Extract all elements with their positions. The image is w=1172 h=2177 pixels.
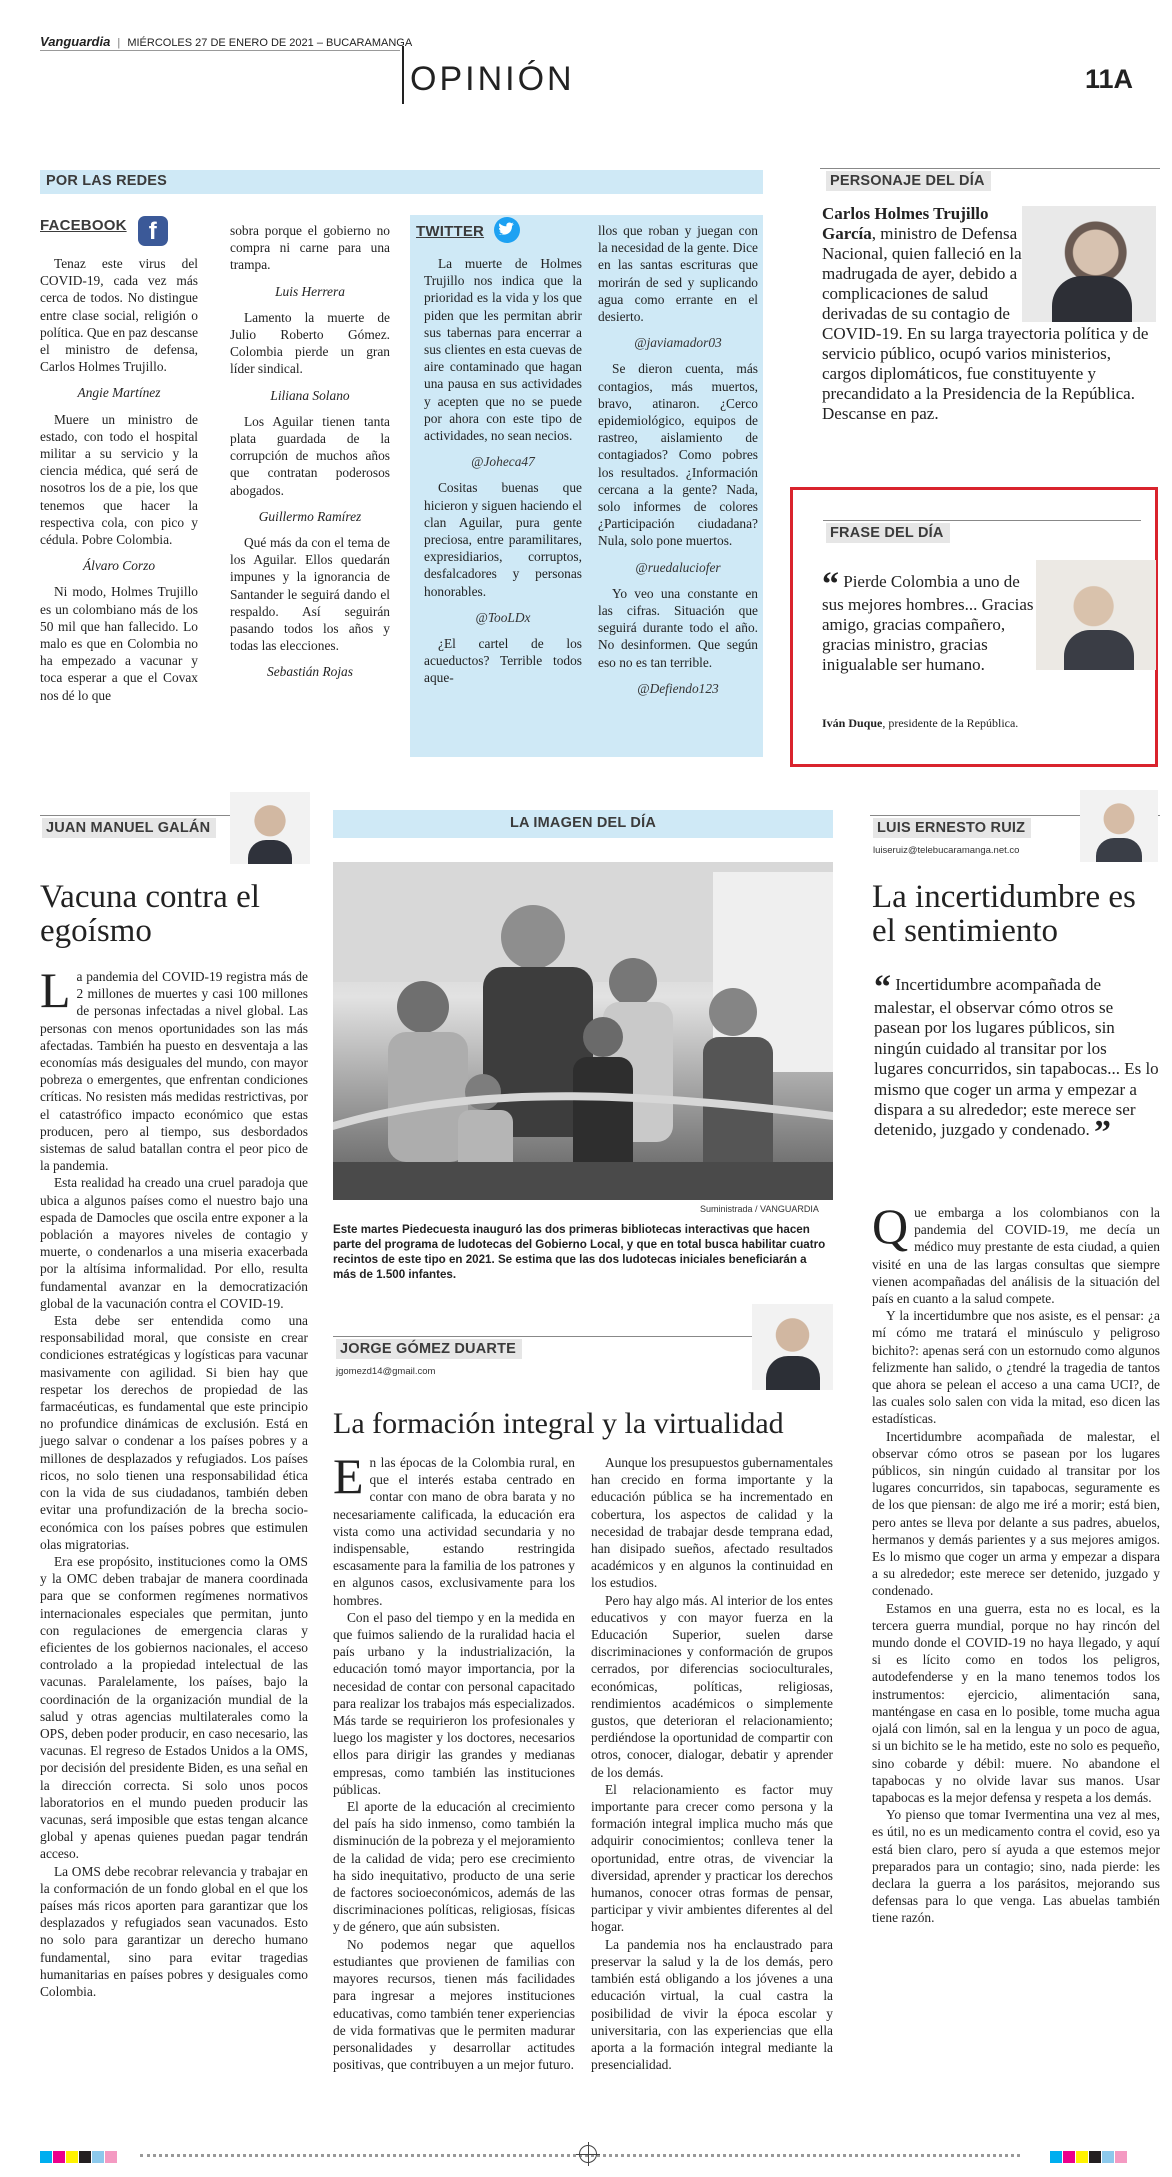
article-paragraph	[591, 1454, 833, 1592]
gomez-headline: La formación integral y la virtualidad	[333, 1407, 784, 1440]
personaje-name: Carlos Holmes Trujillo García	[822, 204, 989, 243]
section-divider	[402, 46, 404, 104]
post-text: Los Aguilar tienen tanta plata guardada de la corrupción de muchos años que contratan poderosos abogados.	[230, 413, 390, 498]
post-text: Se dieron cuenta, más contagios, más muertos, bravo, atinaron. ¿Cerco epidemiológico, equipos de rastreo, aislamiento de contagiados? Como pobres los resultados. ¿Información cercana a la gente? Nada, solo informes de colores ¿Participación ciudadana? Nula, solo pone muertos.	[598, 361, 758, 549]
redes-title: POR LAS REDES	[46, 173, 168, 189]
article-paragraph	[333, 1609, 575, 1798]
paragraph-text: Pero hay algo más. Al interior de los entes educativos y con mayor fuerza en la Educación Superior, suelen darse discriminaciones y conformación de grupos cerrados, por diferencias socioculturales, económicas, políticas, religiosas, rendimientos académicos o simplemente gustos, que deterioran el relacionamiento; perdiéndose la oportunidad de compartir con otros, conocer, dialogar, debatir y aprender de los demás.	[591, 1592, 833, 1780]
paragraph-text: Yo pienso que tomar Ivermentina una vez al mes, es útil, no es un medicamento contra el covid, eso ya está bien claro, pero sí ayuda a que estemos mejor preparados para un contagio; sino, nada pierde: les declara la guerra a los parásitos, mejorando sus defensas para lo que venga. Las abuelas también tiene razón.	[872, 1807, 1160, 1926]
dateline: MIÉRCOLES 27 DE ENERO DE 2021 – BUCARAMANGA	[127, 37, 413, 49]
article-paragraph	[591, 1592, 833, 1781]
gomez-photo	[752, 1304, 833, 1390]
paragraph-text: Esta debe ser entendida como una responsabilidad moral, que consiste en crear condiciones estratégicas y logísticas para vacunar masivamente con agilidad. Si bien hay que respetar los derechos de propiedad de las farmacéuticas, es fundamental que este principio no profundice dinámicas de exclusión. Está en juego salvar o condenar a los países pobres y a millones de desplazados y refugiados. Los países ricos, no solo tienen una responsabilidad ética con la vida de sus ciudadanos, también deben evitar una profundización de la brecha socio-económica con los países pobres que estimulen olas migratorias.	[40, 1313, 308, 1552]
header-rule	[40, 50, 400, 51]
imagen-header-bar	[333, 810, 833, 838]
personaje-rule	[820, 168, 1160, 169]
paragraph-text: Esta realidad ha creado una cruel paradoja que ubica a algunos países como el nuestro bajo una espada de Damocles que oscila entre exponer a la población a mayores niveles de contagio y muerte, o condenarlos a una miseria exacerbada por la altísima informalidad. Por ello, resulta fundamental avanzar en la democratización global de la vacunación contra el COVID-19.	[40, 1175, 308, 1311]
facebook-column-2	[230, 222, 390, 690]
article-paragraph	[40, 1312, 308, 1553]
galan-headline: Vacuna contra el egoísmo	[40, 879, 260, 949]
page-number: 11A	[1085, 64, 1134, 94]
paragraph-text: Y la incertidumbre que nos asiste, es el pensar: ¿a mí cómo me tratará el minúsculo y peligroso bichito?: apenas será con un estornudo como algunos felizmente han salido, o ¿tendré la tragedia de tantos que ahora se pelean el acceso a una cama UCI?, de las cuales solo salen con vida la mitad, eso dicen las estadísticas.	[872, 1308, 1160, 1427]
article-paragraph	[40, 1553, 308, 1863]
gomez-author: JORGE GÓMEZ DUARTE	[336, 1339, 522, 1359]
news-photo	[333, 862, 833, 1200]
imagen-title: LA IMAGEN DEL DÍA	[510, 815, 656, 831]
facebook-icon: f	[138, 216, 168, 246]
section-title: OPINIÓN	[410, 60, 575, 98]
twitter-icon	[494, 217, 520, 243]
drop-cap: Q	[872, 1198, 909, 1254]
gomez-body	[333, 1448, 833, 2104]
article-paragraph	[872, 1428, 1160, 1600]
facebook-label: FACEBOOK	[40, 217, 127, 234]
post-handle: @TooLDx	[475, 609, 531, 625]
paragraph-text: Con el paso del tiempo y en la medida en que fuimos saliendo de la ruralidad hacia el país urbano y la industrialización, la educación tomó mayor importancia, por la necesidad de contar con personal capacitado para realizar los trabajos más especializados. Más tarde se requirieron los profesionales y luego los magister y los doctores, necesarios ellos para dirigir las grandes y medianas empresas, como también las instituciones públicas.	[333, 1609, 575, 1797]
post-handle: @Defiendo123	[637, 680, 719, 696]
frase-title: FRASE DEL DÍA	[826, 523, 950, 543]
post-text: Lamento la muerte de Julio Roberto Gómez. Colombia pierde un gran líder sindical.	[230, 309, 390, 377]
ruiz-headline: La incertidumbre es el sentimiento	[872, 879, 1136, 949]
ruiz-pullquote	[874, 969, 1160, 1152]
article-paragraph	[40, 1174, 308, 1312]
paragraph-text: La pandemia nos ha enclaustrado para preservar la salud y la de los demás, pero también está obligando a los jóvenes a una educación virtual, la cual castra la posibilidad de vivir la época escolar y universitaria, con las experiencias que ella aporta a la formación integral mediante la presencialidad.	[591, 1936, 833, 2073]
paragraph-text: El relacionamiento es factor muy importante para crecer como persona y la formación integral implica mucho más que adquirir conocimientos; conlleva tener la oportunidad, entre otras, de vivenciar la diversidad, aprender y practicar los derechos humanos, conocer otras formas de pensar, participar y vivir ambientes diferentes al del hogar.	[591, 1781, 833, 1935]
ruiz-body	[872, 1198, 1160, 1927]
ruiz-email: luiseruiz@telebucaramanga.net.co	[873, 845, 1020, 856]
paragraph-text: Estamos en una guerra, esta no es local, es la tercera guerra mundial, porque no hay rincón del mundo donde el COVID-19 no haya llegado, y aquí si es lícito como en todos los peligros, autodefenderse y en la mano tenemos todos los instrumentos: ejercicio, alimentación sana, manténgase en casa en lo posible, tome mucha agua ojalá con limón, sal en la lengua y un poco de agua, si un bichito se le ha metido, este no solo es pequeño, sino cobarde y débil: muere. No abandone el tapabocas y no olvide lavar sus manos. Usar tapabocas es la mejor defensa y respeta a los demás.	[872, 1600, 1160, 1805]
close-quote-icon: ”	[1094, 1114, 1111, 1152]
post-text: sobra porque el gobierno no compra ni carne para una trampa.	[230, 223, 390, 273]
article-paragraph	[40, 962, 308, 1174]
frase-photo	[1036, 560, 1156, 670]
paragraph-text: El aporte de la educación al crecimiento del país ha sido inmenso, como también la disminución de la pobreza y el mejoramiento de la calidad de vida; pero ese crecimiento ha sido inequitativo, producto de una serie de factores socioeconómicos, además de las discriminaciones políticas, religiosas, físicas y de género, que aún subsisten.	[333, 1799, 575, 1935]
article-paragraph	[872, 1198, 1160, 1307]
twitter-column-1	[424, 255, 582, 687]
post-text: llos que roban y juegan con la necesidad de la gente. Dice en las santas escrituras que morirán de sed y suplicando agua como errante en el desierto.	[598, 223, 758, 325]
news-photo-scene	[333, 862, 833, 1200]
paragraph-text: No podemos negar que aquellos estudiantes que provienen de familias con mayores recursos, tienen más facilidades para ingresar a mejores instituciones educativas, como también tener experiencias de vida formativas que le permiten madurar personalidades y desarrollar actitudes positivas, que contribuyen a un mejor futuro.	[333, 1936, 575, 2073]
post-handle: @ruedaluciofer	[635, 559, 721, 575]
post-text: La muerte de Holmes Trujillo nos indica que la prioridad es la vida y los que piden que les permitan abrir sus tabernas para encerrar a sus clientes en esta cuevas de aire contaminado que hagan una pausa en sus actividades y acepten que no se puede por ahora con este tipo de actividades, no sean necios.	[424, 256, 582, 444]
registration-mark-icon	[579, 2145, 597, 2163]
color-registration-right	[1050, 2148, 1128, 2167]
post-text: ¿El cartel de los acueductos? Terrible todos aque-	[424, 636, 582, 686]
post-handle: @javiamador03	[634, 335, 722, 351]
paragraph-text: n las épocas de la Colombia rural, en que el interés estaba centrado en contar con mano de obra barata y no necesariamente calificada, la educación era vista como una actividad secundaria y no indispensable, estando restringida escasamente para la familia de los patrones y en algunos casos, exclusivamente para los hombres.	[333, 1455, 575, 1608]
open-quote-icon: “	[874, 969, 891, 1006]
facebook-label-row	[40, 215, 216, 246]
post-text: Ni modo, Holmes Trujillo es un colombiano más de los 50 mil que han fallecido. Lo malo es que en Colombia no ha empezado a vacunar y toca esperar a que el Covax nos dé lo que	[40, 584, 198, 703]
article-paragraph	[872, 1307, 1160, 1427]
personaje-title: PERSONAJE DEL DÍA	[826, 171, 991, 191]
masthead: Vanguardia | MIÉRCOLES 27 DE ENERO DE 2021 – BUCARAMANGA	[40, 34, 413, 49]
frase-author-line	[822, 716, 1018, 731]
paragraph-text: ue embarga a los colombianos con la pandemia del COVID-19, me decía un médico muy prestante de esta ciudad, a quien visité en una de las largas consultas que siempre vienen acompañadas del análisis de la situación del país en cuanto a la salud compete.	[872, 1205, 1160, 1307]
paragraph-text: Aunque los presupuestos gubernamentales han crecido en forma importante y la educación pública se ha incrementado en cobertura, los aspectos de calidad y la necesidad de trabajar desde temprana edad, han disipado sueños, afectado resultados académicos y en algunos la continuidad en los estudios.	[591, 1455, 833, 1591]
post-handle: @Joheca47	[471, 454, 535, 470]
ruiz-pullquote-text: Incertidumbre acompañada de malestar, el observar cómo otros se pasean por los lugares públicos, sin ningún cuidado al transitar por los lugares concurridos, sin tapabocas... Es lo mismo que coger un arma y empezar a dispara a su alrededor; este merece ser detenido, juzgado y condenado.	[874, 975, 1159, 1140]
ruiz-photo	[1080, 790, 1158, 862]
photo-caption: Este martes Piedecuesta inauguró las dos primeras bibliotecas interactivas que hacen parte del programa de ludotecas del Gobierno Local, y que en total busca habilitar cuatro recintos de este tipo en 2021. Se estima que las dos ludotecas iniciales beneficiarán a más de 1.500 infantes.	[333, 1223, 826, 1281]
personaje-body: , ministro de Defensa Nacional, quien falleció en la madrugada de ayer, debido a complicaciones de salud derivadas de su contagio de COVID-19. En su larga trayectoria política y de servicio público, ocupó varios ministerios, cargos diplomáticos, fue constituyente y precandidato a la Presidencia de la República. Descanse en paz.	[822, 224, 1149, 423]
paragraph-text: a pandemia del COVID-19 registra más de 2 millones de muertes y casi 100 millones de personas infectadas a nivel global. Las personas con menos oportunidades son las más afectadas. También ha puesto en desventaja a las economías más desiguales del mundo, con mayor pobreza o emergentes, que enfrentan condiciones críticas. No resisten más medidas restrictivas, por el catastrófico impacto económico que estas producen, pero al tiempo, sus desbordados sistemas de salud batallan contra el peor pico de la pandemia.	[40, 969, 308, 1174]
paragraph-text: Era ese propósito, instituciones como la OMS y la OMC deben trabajar de manera coordinada para que se conformen regímenes normativos internacionales especiales que permitan, junto con regulaciones de emergencia claras y eficientes de los gobiernos nacionales, el acceso controlado a la propiedad intelectual de las vacunas. Paralelamente, los países, bajo la coordinación de la organización mundial de la salud y otras agencias multilaterales como la OPS, deben poder producir, en caso necesario, las vacunas. El regreso de Estados Unidos a la OMS, por decisión del presidente Biden, es una señal en la dirección correcta. Si solo unos pocos laboratorios en el mundo pueden producir las vacunas, será imposible que estas tengan alcance global y apenas quienes puedan pagar tendrán acceso.	[40, 1553, 308, 1862]
article-paragraph	[872, 1600, 1160, 1806]
frase-rule	[823, 520, 1141, 521]
article-paragraph	[591, 1936, 833, 2074]
photo-credit: Suministrada / VANGUARDIA	[700, 1204, 819, 1214]
article-paragraph	[591, 1781, 833, 1936]
article-paragraph	[333, 1448, 575, 1609]
post-author: Guillermo Ramírez	[258, 508, 362, 524]
twitter-label-row	[416, 217, 520, 243]
frase-quote	[822, 566, 1036, 675]
paragraph-text: La OMS debe recobrar relevancia y trabajar en la conformación de un fondo global en el que los países más ricos aporten para garantizar que los desplazados y refugiados sean vacunados. Esto no solo para garantizar un derecho humano fundamental, sino para evitar tragedias humanitarias en países pobres y desiguales como Colombia.	[40, 1863, 308, 1999]
gomez-email: jgomezd14@gmail.com	[336, 1366, 436, 1377]
drop-cap: E	[333, 1448, 364, 1504]
post-text: Yo veo una constante en las cifras. Situación que seguirá durante todo el año. No desinformen. Que según eso no es tan terrible.	[598, 585, 758, 670]
drop-cap: L	[40, 962, 71, 1018]
post-author: Luis Herrera	[275, 283, 345, 299]
post-author: Angie Martínez	[77, 385, 161, 401]
color-registration-left	[40, 2148, 118, 2167]
post-text: Muere un ministro de estado, con todo el hospital militar a su servicio y la ciencia médica, qué será de nosotros los de a pie, los que tenemos que hacer la respectiva cola, con pico y cédula. Pobre Colombia.	[40, 411, 198, 548]
post-text: Cositas buenas que hicieron y siguen haciendo el clan Aguilar, pura gente preciosa, entre paramilitares, expresidiarios, corruptos, desfalcadores y personas honorables.	[424, 480, 582, 599]
galan-author: JUAN MANUEL GALÁN	[42, 818, 216, 838]
open-quote-icon: “	[822, 566, 839, 603]
article-paragraph	[333, 1798, 575, 1936]
post-author: Álvaro Corzo	[82, 558, 156, 574]
frase-author: Iván Duque	[822, 716, 883, 730]
galan-photo	[230, 792, 310, 864]
facebook-column-1	[40, 255, 198, 704]
twitter-label: TWITTER	[416, 223, 485, 240]
post-text: Qué más da con el tema de los Aguilar. Ellos quedarán impunes y la ignorancia de Santander le seguirá dando el respaldo. Así seguirán pasando todos los años y todas las elecciones.	[230, 535, 390, 654]
post-author: Sebastián Rojas	[267, 664, 353, 680]
ruiz-author: LUIS ERNESTO RUIZ	[873, 818, 1031, 838]
post-text: Tenaz este virus del COVID-19, cada vez más cerca de todos. No distingue entre clase social, religión o política. Que en paz descanse el ministro de defensa, Carlos Holmes Trujillo.	[40, 256, 199, 375]
article-paragraph	[872, 1806, 1160, 1926]
galan-body	[40, 962, 308, 2000]
article-paragraph	[333, 1936, 575, 2074]
frase-quote-text: Pierde Colombia a uno de sus mejores hombres... Gracias amigo, gracias compañero, gracias ministro, gracias inigualable ser humano.	[822, 572, 1034, 674]
post-author: Liliana Solano	[270, 387, 350, 403]
twitter-column-2	[598, 222, 758, 706]
article-paragraph	[40, 1863, 308, 2001]
personaje-text	[822, 204, 1158, 424]
redes-header-bar	[40, 170, 763, 194]
frase-author-role: , presidente de la República.	[882, 716, 1019, 730]
brand-name: Vanguardia	[40, 34, 111, 49]
paragraph-text: Incertidumbre acompañada de malestar, el observar cómo otros se pasean por los lugares públicos, sin ningún cuidado al transitar por los lugares concurridos, sin tapabocas, seguramente es de los que piensan: de algo me iré a morir; está bien, pero antes se lleva por delante a sus padres, abuelos, hermanos y demás parientes y a sus mejores amigos. Es lo mismo que coger un arma y empezar a dispara a su alrededor; este merece ser detenido, juzgado y condenado.	[872, 1428, 1160, 1599]
